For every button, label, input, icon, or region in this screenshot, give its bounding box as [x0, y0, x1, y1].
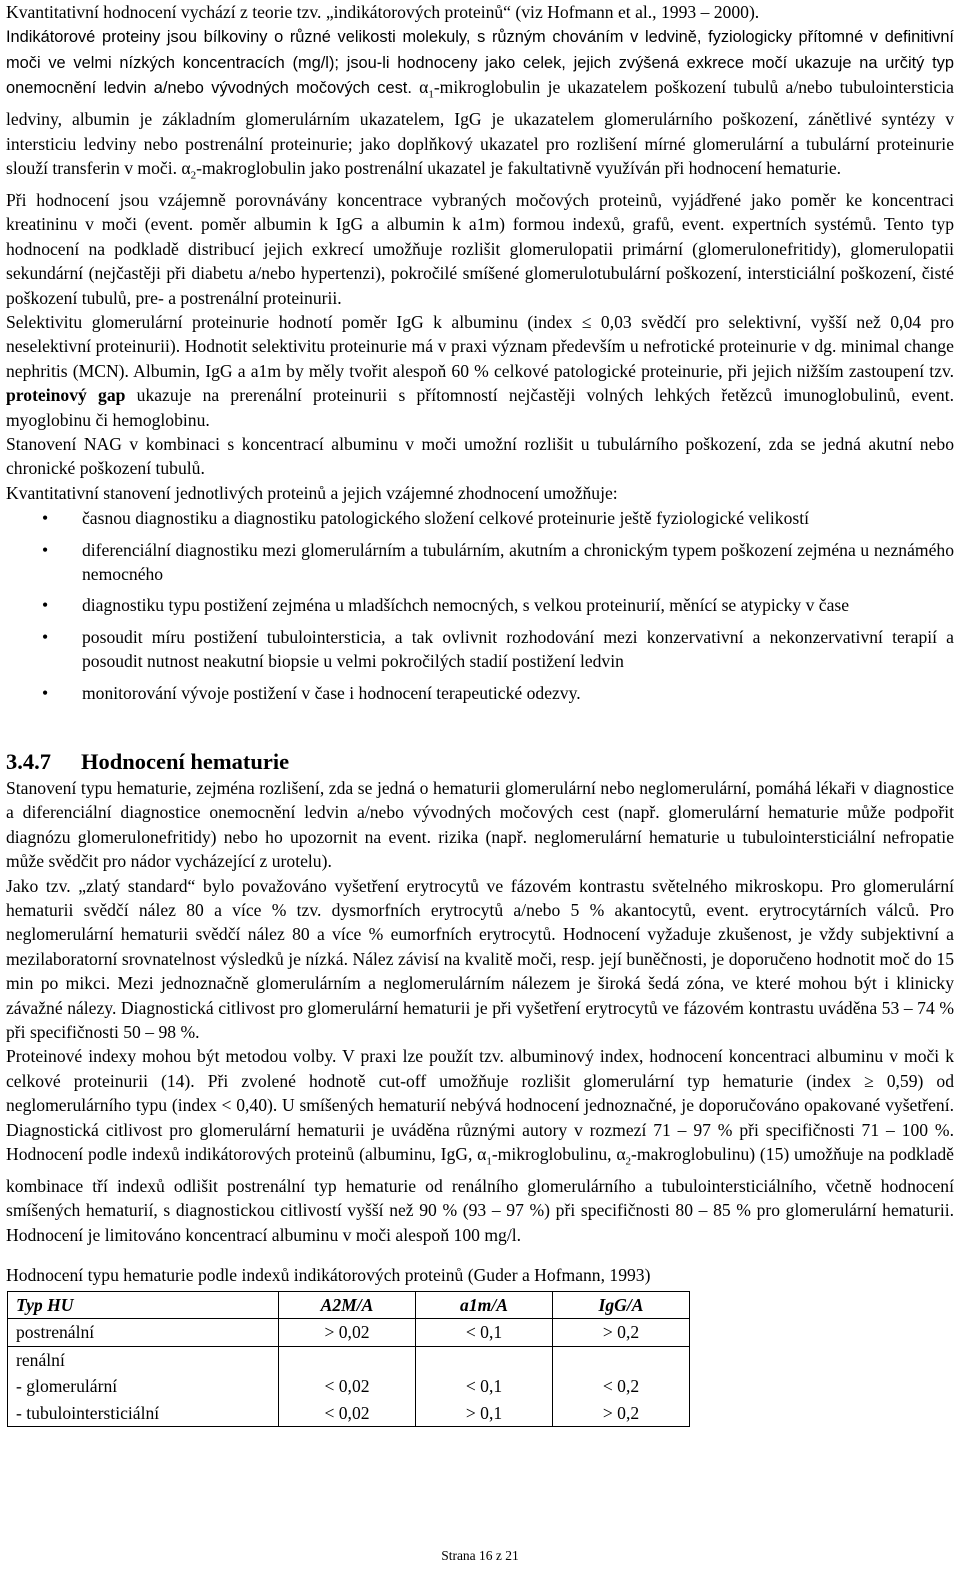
column-header: a1m/A — [416, 1291, 553, 1319]
cell-line: - glomerulární — [16, 1376, 118, 1397]
bullet-icon: • — [42, 539, 49, 560]
table-row — [8, 1346, 690, 1427]
selectivity-text-b: ukazuje na prerenální proteinurii s přítomností nejčastěji volných lehkých řetězců imunoglobulinů, event. myoglobinu či hemoglobinu. — [6, 385, 954, 430]
list-item-text: monitorování vývoje postižení v čase i hodnocení terapeutické odezvy. — [82, 682, 581, 703]
page-footer: Strana 16 z 21 — [441, 1548, 519, 1563]
table-cell: > 0,02 — [279, 1319, 416, 1347]
benefits-list — [6, 506, 954, 705]
list-item — [6, 681, 954, 705]
list-item — [6, 625, 954, 674]
indexes-text-b: -mikroglobulinu, α — [491, 1144, 626, 1165]
alpha1-symbol: α — [419, 77, 429, 98]
table-caption: Hodnocení typu hematurie podle indexů indikátorových proteinů (Guder a Hofmann, 1993) — [6, 1265, 651, 1286]
alpha1-subscript: 1 — [428, 88, 434, 101]
bullet-icon: • — [42, 682, 49, 703]
column-header: Typ HU — [8, 1291, 279, 1319]
list-item-text: diferenciální diagnostiku mezi glomerulárním a tubulárním, akutním a chronickým typem poškození zejména u neznámého nemocného — [82, 539, 954, 584]
cell-line: < 0,02 — [324, 1376, 370, 1397]
hematurie-paragraph-2: Jako tzv. „zlatý standard“ bylo považováno vyšetření erytrocytů ve fázovém kontrastu světelného mikroskopu. Pro glomerulární hematurii svědčí nález 80 a více % tzv. dysmorfních erytrocytů a/nebo 5 % akantocytů, event. erytrocytárních válců. Pro neglomerulární hematurii svědčí nález 80 a více % eumorfních erytrocytů. Hodnocení vyžaduje zkušenost, je vždy subjektivní a mezilaboratorní srovnatelnost výsledků je nízká. Nález závisí na kvalitě moči, resp. její buněčnosti, je doporučeno hodnotit moč do 15 min po mikci. Mezi jednoznačně glomerulárním a neglomerulárním nálezem je široká šedá zóna, ve které mohou být i klinicky závažné nálezy. Diagnostická citlivost pro glomerulární hematurii je při vyšetření erytrocytů ve fázovém kontrastu uváděna 53 – 74 % při specifičnosti 50 – 98 %. — [6, 875, 954, 1043]
alpha2-symbol: α — [181, 157, 191, 178]
table-cell: postrenální — [8, 1319, 279, 1347]
alpha2-subscript: 2 — [190, 169, 197, 182]
cell-line: < 0,02 — [324, 1402, 370, 1423]
column-header: IgG/A — [553, 1291, 690, 1319]
section-title: Hodnocení hematurie — [81, 749, 290, 774]
proteinovy-gap-term: proteinový gap — [6, 385, 126, 406]
alpha2-subscript: 2 — [625, 1155, 632, 1168]
table-cell — [416, 1346, 553, 1427]
cell-line: renální — [16, 1349, 65, 1370]
list-item — [6, 506, 954, 530]
table-cell — [279, 1346, 416, 1427]
hematuria-index-table — [7, 1291, 690, 1428]
table-header-row — [8, 1291, 690, 1319]
bullet-icon: • — [42, 626, 49, 647]
section-heading — [6, 749, 954, 775]
paragraph-nag: Stanovení NAG v kombinaci s koncentrací albuminu v moči umožní rozlišit u tubulárního poškození, zda se jedná akutní nebo chronické poškození tubulů. — [6, 433, 954, 479]
cell-line: < 0,2 — [602, 1376, 640, 1397]
hematurie-paragraph-1: Stanovení typu hematurie, zejména rozlišení, zda se jedná o hematurii glomerulární nebo neglomerulární, pomáhá lékaři v diagnostice a diferenciální diagnostice onemocnění ledvin a/nebo vývodných močových cest (např. glomerulární hematurie může podpořit diagnózu glomerulonefritidy) nebo ho upozornit na event. rizika (např. neglomerulární hematurie u tubulointersticiální nefropatie může svědčit pro nádor vycházející z urotelu). — [6, 778, 954, 872]
list-item — [6, 538, 954, 587]
cell-line: - tubulointersticiální — [16, 1402, 160, 1423]
table-cell — [8, 1346, 279, 1427]
list-item-text: diagnostiku typu postižení zejména u mladšíchch nemocných, s velkou proteinurií, měnící se atypicky v čase — [82, 595, 850, 616]
intro-paragraph — [6, 0, 954, 188]
bullet-icon: • — [42, 595, 49, 616]
selectivity-text-a: Selektivitu glomerulární proteinurie hodnotí poměr IgG k albuminu (index ≤ 0,03 svědčí pro selektivní, vyšší než 0,04 pro neselektivní proteinurii). Hodnotit selektivitu proteinurie má v praxi význam především u nefrotické proteinurie v dg. minimal change nephritis (MCN). Albumin, IgG a a1m by měly tvořit alespoň 60 % celkové patologické proteinurie, při jejich nižším zastoupení tzv. — [6, 311, 954, 381]
list-item-text: posoudit míru postižení tubulointersticia, a tak ovlivnit rozhodování mezi konzervativní a nekonzervativní terapií a posoudit nutnost neakutní biopsie u velmi pokročilých stadií postižení ledvin — [82, 626, 954, 672]
intro-sans-text: Indikátorové proteiny jsou bílkoviny o různé velikosti molekuly, s různým chováním v ledvině, fyziologicky přítomné v definitivní moči ve velmi nízkých koncentracích (mg/l); jsou-li hodnoceny jako celek, jejich zvýšená exkrece močí ukazuje na určitý typ onemocnění ledvin a/nebo vývodných močových cest. — [6, 28, 954, 98]
intro-serif-text-b: -mikroglobulin je ukazatelem poškození tubulů a/nebo tubulointersticia ledviny, albumin je základním glomerulárním ukazatelem, IgG je ukazatelem glomerulárního poškození, zánětlivé syntézy v intersticiu ledviny nebo postrenální proteinurie; jako doplňkový ukazatel pro rozlišení mírné glomerulární a tubulární proteinurie slouží transferin v moči. — [6, 77, 954, 178]
cell-line: < 0,1 — [465, 1376, 503, 1397]
list-item-text: časnou diagnostiku a diagnostiku patologického složení celkové proteinurie ještě fyziologické velikostí — [82, 508, 810, 529]
table-cell: < 0,1 — [416, 1319, 553, 1347]
indexes-text-c: -makroglobulinu) (15) umožňuje na podkladě kombinace tří indexů odlišit postrenální typ hematurie od renálního glomerulárního a tubulointersticiálního, včetně hodnocení smíšených hematurií, s diagnostickou citlivostí vyšší než 90 % (93 – 97 %) při specifičnosti 80 – 85 % pro glomerulární hematurii. Hodnocení je limitováno koncentrací albuminu v moči alespoň 100 mg/l. — [6, 1144, 954, 1245]
section-number: 3.4.7 — [6, 749, 51, 774]
hematurie-paragraph-3 — [6, 1044, 954, 1247]
paragraph-comparison: Při hodnocení jsou vzájemně porovnávány koncentrace vybraných močových proteinů, vyjádřené jako poměr ke koncentraci kreatininu v moči (event. poměr albumin k IgG a albumin k a1m) formou indexů, grafů, event. expertních systémů. Tento typ hodnocení na podkladě distribucí jejich exkrecí umožňuje rozlišit glomerulopatii primární (glomerulonefritidy), glomerulopatii sekundární (nejčastěji při diabetu a/nebo hypertenzi), pokročilé smíšené glomerulotubulární poškození, intersticiální poškození, čisté poškození tubulů, pre- a postrenální proteinurii. — [6, 189, 954, 308]
intro-serif-text-c: -makroglobulin jako postrenální ukazatel je fakultativně využíván při hodnocení hematurie. — [196, 157, 842, 178]
document-page — [6, 0, 954, 1427]
column-header: A2M/A — [279, 1291, 416, 1319]
cell-line: > 0,1 — [465, 1402, 503, 1423]
table-cell — [553, 1346, 690, 1427]
list-intro: Kvantitativní stanovení jednotlivých proteinů a jejich vzájemné zhodnocení umožňuje: — [6, 482, 618, 503]
table-row — [8, 1319, 690, 1347]
table-cell: > 0,2 — [553, 1319, 690, 1347]
alpha1-subscript: 1 — [486, 1155, 492, 1168]
list-item — [6, 593, 954, 617]
indexes-text-a: Proteinové indexy mohou být metodou volby. V praxi lze použít tzv. albuminový index, hodnocení koncentraci albuminu v moči k celkové proteinurii (14). Při zvolené hodnotě cut-off umožňuje rozlišit glomerulární typ hematurie (index ≥ 0,59) od neglomerulárního typu (index < 0,40). U smíšených hematurií nebývá hodnocení jednoznačné, je doporučováno opakované vyšetření. Diagnostická citlivost pro glomerulární hematurii je uváděna různými autory v rozmezí 71 – 97 % při specifičnosti 71 – 100 %. Hodnocení podle indexů indikátorových proteinů (albuminu, IgG, α — [6, 1046, 954, 1165]
paragraph-selectivity — [6, 310, 954, 432]
intro-line1: Kvantitativní hodnocení vychází z teorie tzv. „indikátorových proteinů“ (viz Hofmann et al., 1993 – 2000). — [6, 2, 760, 22]
cell-line: > 0,2 — [602, 1402, 640, 1423]
bullet-icon: • — [42, 508, 49, 529]
